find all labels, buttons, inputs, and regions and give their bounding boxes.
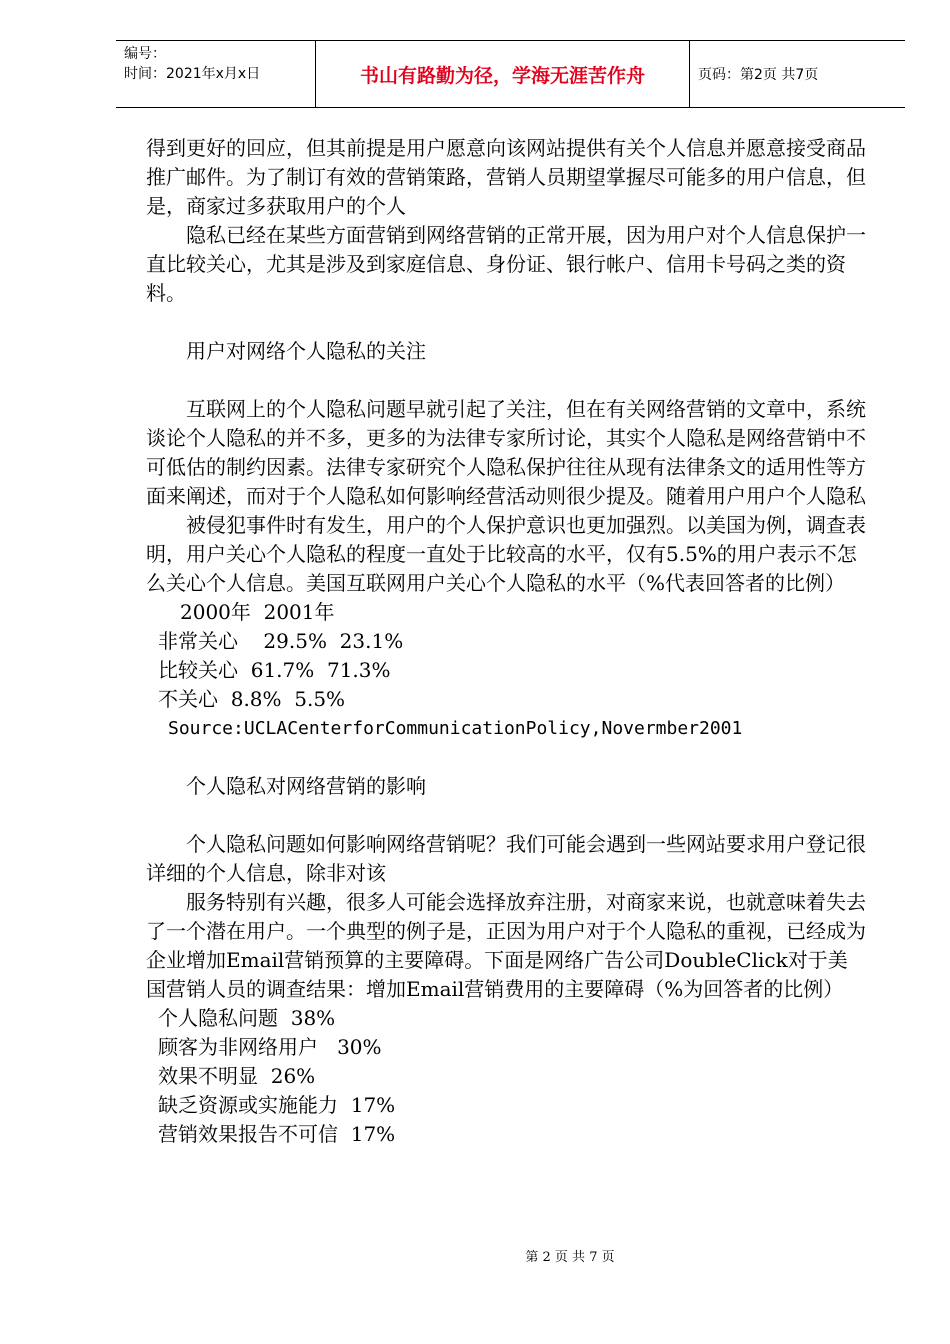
header-page-info: 页码：第2页 共7页: [698, 67, 819, 83]
list-item: 个人隐私问题 38%: [158, 1006, 336, 1030]
table-row: 不关心 8.8% 5.5%: [158, 687, 346, 711]
paragraph: 服务特别有兴趣，很多人可能会选择放弃注册，对商家来说，也就意味着失去了一个潜在用户。一个典型的例子是，正因为用户对于个人隐私的重视，已经成为企业增加Email营销预算的主要障碍。下面是网络广告公司DoubleClick对于美国营销人员的调查结果：增加Email营销费用的主要障碍（%为回答者的比例）: [146, 890, 866, 1001]
header-meta: [116, 41, 316, 107]
source-line: Source:UCLACenterforCommunicationPolicy,Novermber2001: [168, 718, 743, 739]
paragraph: 被侵犯事件时有发生，用户的个人保护意识也更加强烈。以美国为例，调查表明，用户关心个人隐私的程度一直处于比较高的水平，仅有5.5%的用户表示不怎么关心个人信息。美国互联网用户关心个人隐私的水平（%代表回答者的比例）: [146, 513, 866, 595]
number-label: 编号：: [124, 46, 166, 62]
paragraph: 隐私已经在某些方面营销到网络营销的正常开展，因为用户对个人信息保护一直比较关心，尤其是涉及到家庭信息、身份证、银行帐户、信用卡号码之类的资料。: [146, 223, 866, 305]
page-header: [116, 40, 905, 108]
paragraph: 得到更好的回应，但其前提是用户愿意向该网站提供有关个人信息并愿意接受商品推广邮件。为了制订有效的营销策路，营销人员期望掌握尽可能多的用户信息，但是，商家过多获取用户的个人: [146, 136, 866, 218]
table-row: 比较关心 61.7% 71.3%: [158, 658, 391, 682]
list-item: 营销效果报告不可信 17%: [158, 1122, 396, 1146]
time-label: 时间：2021年x月x日: [124, 66, 261, 82]
section-heading: 用户对网络个人隐私的关注: [186, 339, 426, 363]
list-item: 效果不明显 26%: [158, 1064, 316, 1088]
section-heading: 个人隐私对网络营销的影响: [186, 774, 426, 798]
page-footer: 第 2 页 共 7 页: [525, 1250, 615, 1265]
header-slogan: 书山有路勤为径，学海无涯苦作舟: [316, 41, 690, 107]
table-row: 非常关心 29.5% 23.1%: [158, 629, 404, 653]
paragraph: 互联网上的个人隐私问题早就引起了关注，但在有关网络营销的文章中，系统谈论个人隐私的并不多，更多的为法律专家所讨论，其实个人隐私是网络营销中不可低估的制约因素。法律专家研究个人隐私保护往往从现有法律条文的适用性等方面来阐述，而对于个人隐私如何影响经营活动则很少提及。随着用户用户个人隐私: [146, 397, 866, 508]
table-row: 2000年 2001年: [180, 600, 335, 624]
list-item: 缺乏资源或实施能力 17%: [158, 1093, 396, 1117]
document-body: [146, 134, 866, 1149]
list-item: 顾客为非网络用户 30%: [158, 1035, 382, 1059]
paragraph: 个人隐私问题如何影响网络营销呢？我们可能会遇到一些网站要求用户登记很详细的个人信息，除非对该: [146, 832, 866, 885]
